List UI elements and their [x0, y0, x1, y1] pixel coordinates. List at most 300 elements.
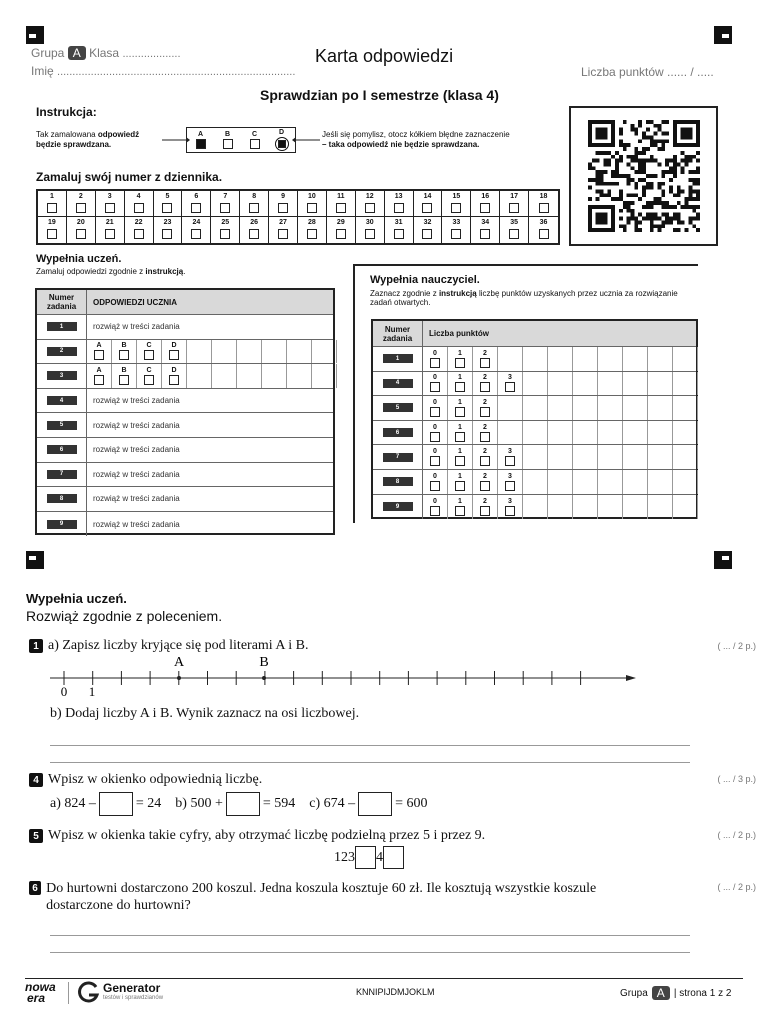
empty-cell: [498, 347, 523, 371]
task-number-cell: [373, 470, 423, 494]
task-number-badge: 5: [383, 403, 413, 412]
points-checkbox[interactable]: [505, 382, 515, 392]
question-6-points: ( ... / 2 p.): [717, 882, 756, 892]
digits-middle: 4: [376, 849, 383, 865]
points-value: 1: [458, 448, 462, 456]
empty-cell: [623, 445, 648, 469]
answer-line[interactable]: [50, 745, 690, 746]
points-value: 0: [433, 349, 437, 357]
teacher-points-row: [373, 445, 696, 470]
roll-number-cell[interactable]: [500, 217, 529, 243]
task-number-cell: [37, 364, 87, 388]
points-option[interactable]: [448, 396, 473, 420]
points-checkbox[interactable]: [455, 358, 465, 368]
roll-number-checkbox[interactable]: [480, 229, 490, 239]
question-5: [29, 828, 485, 844]
question-6: [29, 880, 649, 914]
generator-subtitle: testów i sprawdzianów: [103, 995, 164, 1001]
roll-number-cell[interactable]: [240, 217, 269, 243]
roll-number-checkbox[interactable]: [105, 229, 115, 239]
empty-cell: [523, 372, 548, 396]
teacher-points-row: [373, 470, 696, 495]
task-number-badge: 9: [47, 520, 77, 529]
roll-number-checkbox[interactable]: [307, 229, 317, 239]
tick-label-1: 1: [88, 684, 96, 699]
answer-option-a[interactable]: [87, 364, 112, 388]
answer-option-c[interactable]: [137, 340, 162, 364]
empty-cell: [212, 364, 237, 388]
points-value: 2: [483, 398, 487, 406]
answer-in-task-text: rozwiąż w treści zadania: [93, 322, 180, 332]
points-option[interactable]: [448, 445, 473, 469]
roll-number-label: 7: [223, 193, 228, 200]
generator-logo-icon: [76, 981, 100, 1005]
roll-number-checkbox[interactable]: [394, 203, 404, 213]
roll-number-cell[interactable]: [182, 217, 211, 243]
roll-number-checkbox[interactable]: [47, 203, 57, 213]
class-field[interactable]: ...................: [122, 48, 181, 60]
roll-number-checkbox[interactable]: [451, 229, 461, 239]
answer-option-b[interactable]: [112, 340, 137, 364]
points-checkbox[interactable]: [480, 358, 490, 368]
points-option[interactable]: [473, 347, 498, 371]
instruction-left-text: Tak zamalowana odpowiedź będzie sprawdzana.: [36, 130, 140, 149]
roll-number-label: 16: [481, 193, 490, 200]
qr-code-icon: [585, 120, 703, 232]
task-number-cell: [37, 487, 87, 511]
roll-number-cell[interactable]: [154, 217, 183, 243]
name-line: [31, 64, 295, 78]
empty-cell: [673, 372, 698, 396]
task-number-cell: [37, 463, 87, 487]
col-header-task-number: Numer zadania: [37, 290, 87, 314]
roll-number-label: 32: [423, 219, 432, 226]
roll-number-checkbox[interactable]: [191, 229, 201, 239]
roll-number-checkbox[interactable]: [191, 203, 201, 213]
roll-number-cell[interactable]: [154, 191, 183, 217]
empty-cell: [573, 445, 598, 469]
empty-cell: [598, 372, 623, 396]
answer-in-task-text: rozwiąż w treści zadania: [93, 494, 180, 504]
task-number-cell: [373, 421, 423, 445]
option-letter: A: [96, 342, 102, 350]
roll-number-checkbox[interactable]: [509, 229, 519, 239]
point-b-label: B: [259, 655, 269, 670]
points-checkbox[interactable]: [480, 382, 490, 392]
roll-number-label: 15: [452, 193, 461, 200]
empty-cell: [548, 445, 573, 469]
digit-box-1[interactable]: [355, 846, 376, 869]
points-checkbox[interactable]: [430, 382, 440, 392]
points-option[interactable]: [448, 470, 473, 494]
empty-cell: [498, 421, 523, 445]
points-checkbox[interactable]: [430, 456, 440, 466]
option-checkbox[interactable]: [144, 350, 154, 360]
points-option[interactable]: [423, 495, 448, 520]
answer-option-b[interactable]: [112, 364, 137, 388]
roll-number-checkbox[interactable]: [422, 229, 432, 239]
points-value: 2: [483, 423, 487, 431]
roll-number-checkbox[interactable]: [76, 229, 86, 239]
points-checkbox[interactable]: [480, 407, 490, 417]
points-option[interactable]: [473, 396, 498, 420]
roll-number-checkbox[interactable]: [249, 203, 259, 213]
answer-option-d[interactable]: [162, 340, 187, 364]
points-checkbox[interactable]: [455, 382, 465, 392]
teacher-points-row: [373, 421, 696, 446]
roll-number-cell[interactable]: [529, 191, 558, 217]
points-option[interactable]: [423, 470, 448, 494]
points-option[interactable]: [423, 445, 448, 469]
roll-number-label: 28: [308, 219, 316, 226]
teacher-points-row: [373, 396, 696, 421]
roll-number-checkbox[interactable]: [480, 203, 490, 213]
question-5-points: ( ... / 2 p.): [717, 830, 756, 840]
corner-marker-top-right: [714, 26, 732, 44]
answer-option-d[interactable]: [162, 364, 187, 388]
roll-number-label: 6: [194, 193, 199, 200]
teacher-points-row: [373, 495, 696, 520]
points-option[interactable]: [423, 347, 448, 371]
task-number-badge: 4: [383, 379, 413, 388]
points-checkbox[interactable]: [505, 481, 515, 491]
option-checkbox[interactable]: [119, 350, 129, 360]
empty-cell: [548, 372, 573, 396]
roll-number-checkbox[interactable]: [394, 229, 404, 239]
roll-number-cell[interactable]: [298, 191, 327, 217]
empty-cell: [673, 470, 698, 494]
points-option[interactable]: [498, 372, 523, 396]
answer-option-c[interactable]: [137, 364, 162, 388]
points-option[interactable]: [448, 421, 473, 445]
name-field[interactable]: ..............................................................................: [57, 66, 296, 78]
roll-number-cell[interactable]: [385, 191, 414, 217]
roll-number-label: 5: [165, 193, 170, 200]
empty-cell: [648, 421, 673, 445]
student-answer-row: [37, 389, 333, 414]
roll-number-cell[interactable]: [211, 191, 240, 217]
roll-number-label: 33: [452, 219, 461, 226]
roll-number-cell[interactable]: [356, 217, 385, 243]
student-answer-row: [37, 487, 333, 512]
roll-number-checkbox[interactable]: [307, 203, 317, 213]
corner-marker-top-left: [26, 26, 44, 44]
section2-heading: Wypełnia uczeń.: [26, 591, 127, 606]
roll-number-cell[interactable]: [356, 191, 385, 217]
option-checkbox[interactable]: [169, 375, 179, 385]
roll-number-checkbox[interactable]: [539, 229, 549, 239]
option-checkbox[interactable]: [144, 375, 154, 385]
points-value: 2: [483, 374, 487, 382]
teacher-section-subheading: Zaznacz zgodnie z instrukcją liczbę punktów uzyskanych przez ucznia za rozwiązanie zadań otwartych.: [370, 289, 678, 307]
roll-number-cell[interactable]: [38, 217, 67, 243]
option-letter: D: [171, 342, 177, 350]
empty-cell: [673, 421, 698, 445]
roll-number-checkbox[interactable]: [134, 203, 144, 213]
roll-number-heading: Zamaluj swój numer z dziennika.: [36, 170, 223, 184]
eq-c-right: = 600: [395, 796, 428, 811]
roll-number-checkbox[interactable]: [76, 203, 86, 213]
empty-cell: [648, 347, 673, 371]
roll-number-cell[interactable]: [414, 217, 443, 243]
roll-number-checkbox[interactable]: [365, 229, 375, 239]
points-checkbox[interactable]: [455, 407, 465, 417]
roll-number-cell[interactable]: [211, 217, 240, 243]
roll-number-cell[interactable]: [269, 191, 298, 217]
roll-number-cell[interactable]: [67, 217, 96, 243]
empty-cell: [673, 495, 698, 520]
empty-cell: [312, 364, 337, 388]
footer-page-info: [620, 986, 731, 1000]
roll-number-label: 1: [49, 193, 54, 200]
roll-number-checkbox[interactable]: [47, 229, 57, 239]
question-5-text: Wpisz w okienka takie cyfry, aby otrzymać liczbę podzielną przez 5 i przez 9.: [48, 828, 486, 843]
question-4-points: ( ... / 3 p.): [717, 774, 756, 784]
empty-cell: [623, 495, 648, 520]
points-checkbox[interactable]: [455, 481, 465, 491]
points-option[interactable]: [498, 470, 523, 494]
points-option[interactable]: [473, 495, 498, 520]
points-checkbox[interactable]: [455, 506, 465, 516]
roll-number-label: 29: [336, 219, 345, 226]
question-4: [29, 772, 262, 788]
empty-cell: [523, 470, 548, 494]
roll-number-cell[interactable]: [385, 217, 414, 243]
roll-number-cell[interactable]: [414, 191, 443, 217]
points-checkbox[interactable]: [480, 481, 490, 491]
points-option[interactable]: [423, 396, 448, 420]
points-value: 2: [483, 448, 487, 456]
empty-cell: [648, 445, 673, 469]
task-number-badge: 1: [383, 354, 413, 363]
roll-number-cell[interactable]: [125, 217, 154, 243]
option-checkbox[interactable]: [169, 350, 179, 360]
roll-number-cell[interactable]: [269, 217, 298, 243]
answer-line[interactable]: [50, 952, 690, 953]
roll-number-checkbox[interactable]: [336, 229, 346, 239]
points-value: 0: [433, 398, 437, 406]
points-option[interactable]: [473, 470, 498, 494]
points-option[interactable]: [473, 445, 498, 469]
page-number: | strona 1 z 2: [673, 987, 732, 999]
points-option[interactable]: [423, 421, 448, 445]
answer-box-b[interactable]: [226, 792, 260, 816]
answer-box-c[interactable]: [358, 792, 392, 816]
footer-group-label: Grupa: [620, 987, 648, 999]
option-letter: B: [121, 342, 127, 350]
roll-number-checkbox[interactable]: [539, 203, 549, 213]
roll-number-label: 24: [192, 219, 201, 226]
generator-title: Generator: [103, 981, 161, 995]
empty-cell: [548, 470, 573, 494]
points-checkbox[interactable]: [480, 456, 490, 466]
roll-number-label: 4: [136, 193, 141, 200]
points-options: [423, 470, 698, 494]
empty-cell: [623, 347, 648, 371]
col-header-points: Liczba punktów: [429, 329, 489, 338]
points-option[interactable]: [448, 495, 473, 520]
roll-number-cell[interactable]: [327, 191, 356, 217]
roll-number-checkbox[interactable]: [365, 203, 375, 213]
eq-b-right: = 594: [262, 796, 296, 811]
task-number-badge: 6: [383, 428, 413, 437]
points-option[interactable]: [448, 347, 473, 371]
roll-number-checkbox[interactable]: [278, 229, 288, 239]
points-checkbox[interactable]: [480, 432, 490, 442]
option-letter: A: [96, 366, 102, 374]
roll-number-checkbox[interactable]: [278, 203, 288, 213]
points-checkbox[interactable]: [430, 432, 440, 442]
points-checkbox[interactable]: [430, 506, 440, 516]
roll-number-label: 8: [252, 193, 257, 200]
student-section-heading: Wypełnia uczeń.: [36, 253, 122, 265]
empty-cell: [523, 347, 548, 371]
roll-number-label: 23: [163, 219, 172, 226]
roll-number-label: 17: [510, 193, 519, 200]
roll-number-cell[interactable]: [67, 191, 96, 217]
answer-in-task-text: rozwiąż w treści zadania: [93, 469, 180, 479]
points-value: 0: [433, 374, 437, 382]
question-1-points: ( ... / 2 p.): [717, 641, 756, 651]
answer-option-a[interactable]: [87, 340, 112, 364]
roll-number-cell[interactable]: [96, 191, 125, 217]
roll-number-cell[interactable]: [471, 191, 500, 217]
option-checkbox[interactable]: [119, 375, 129, 385]
answer-box-a[interactable]: [99, 792, 133, 816]
empty-cell: [287, 340, 312, 364]
roll-number-cell[interactable]: [182, 191, 211, 217]
roll-number-checkbox[interactable]: [249, 229, 259, 239]
points-option[interactable]: [498, 445, 523, 469]
empty-cell: [548, 396, 573, 420]
digit-box-2[interactable]: [383, 846, 404, 869]
answer-line[interactable]: [50, 935, 690, 936]
roll-number-checkbox[interactable]: [134, 229, 144, 239]
student-answer-row: [37, 438, 333, 463]
points-checkbox[interactable]: [505, 506, 515, 516]
example-option-c: C: [241, 128, 268, 152]
teacher-points-row: [373, 347, 696, 372]
group-class-line: [31, 46, 181, 60]
task-number-cell: [37, 438, 87, 462]
points-value: 0: [433, 497, 437, 505]
student-answer-row: [37, 463, 333, 488]
instruction-heading: Instrukcja:: [36, 105, 97, 119]
roll-number-label: 36: [539, 219, 548, 226]
points-value: 1: [458, 398, 462, 406]
answer-in-task-text: rozwiąż w treści zadania: [93, 445, 180, 455]
empty-cell: [187, 364, 212, 388]
digits-prefix: 123: [334, 849, 355, 865]
points-checkbox[interactable]: [430, 481, 440, 491]
roll-number-checkbox[interactable]: [220, 203, 230, 213]
roll-number-cell[interactable]: [500, 191, 529, 217]
points-checkbox[interactable]: [480, 506, 490, 516]
points-option[interactable]: [448, 372, 473, 396]
task-number-cell: [37, 512, 87, 537]
footer-divider: [25, 978, 743, 979]
option-checkbox[interactable]: [94, 350, 104, 360]
question-1a-text: a) Zapisz liczby kryjące się pod literami A i B.: [48, 638, 309, 653]
points-option[interactable]: [423, 372, 448, 396]
points-checkbox[interactable]: [455, 456, 465, 466]
task-number-badge: 7: [47, 470, 77, 479]
roll-number-cell[interactable]: [96, 217, 125, 243]
roll-number-label: 20: [76, 219, 85, 226]
roll-number-checkbox[interactable]: [336, 203, 346, 213]
points-value: 1: [458, 349, 462, 357]
points-option[interactable]: [473, 372, 498, 396]
roll-number-cell[interactable]: [125, 191, 154, 217]
task-number-cell: [37, 413, 87, 437]
points-value: 3: [508, 374, 512, 382]
roll-number-cell[interactable]: [298, 217, 327, 243]
col-header-answers: ODPOWIEDZI UCZNIA: [93, 297, 177, 307]
points-checkbox[interactable]: [430, 358, 440, 368]
points-checkbox[interactable]: [455, 432, 465, 442]
points-checkbox[interactable]: [505, 456, 515, 466]
points-option[interactable]: [498, 495, 523, 520]
section2-subheading: Rozwiąż zgodnie z poleceniem.: [26, 608, 223, 624]
roll-number-label: 18: [539, 193, 548, 200]
task-number-cell: [373, 347, 423, 371]
option-letter: D: [171, 366, 177, 374]
roll-number-cell[interactable]: [471, 217, 500, 243]
answer-in-task-text: rozwiąż w treści zadania: [93, 396, 180, 406]
roll-number-checkbox[interactable]: [451, 203, 461, 213]
task-number-cell: [373, 396, 423, 420]
roll-number-label: 12: [365, 193, 374, 200]
empty-cell: [648, 396, 673, 420]
teacher-points-row: [373, 372, 696, 397]
task-number-cell: [37, 340, 87, 364]
empty-cell: [573, 372, 598, 396]
eq-a-right: = 24: [135, 796, 162, 811]
roll-number-label: 34: [481, 219, 490, 226]
empty-cell: [312, 340, 337, 364]
option-checkbox[interactable]: [94, 375, 104, 385]
roll-number-cell[interactable]: [327, 217, 356, 243]
roll-number-checkbox[interactable]: [509, 203, 519, 213]
roll-number-checkbox[interactable]: [162, 229, 172, 239]
points-option[interactable]: [473, 421, 498, 445]
empty-cell: [623, 470, 648, 494]
point-b-marker: [262, 676, 266, 680]
roll-number-cell[interactable]: [240, 191, 269, 217]
points-options: [423, 372, 698, 396]
points-value: 0: [433, 472, 437, 480]
roll-number-checkbox[interactable]: [220, 229, 230, 239]
task-number-cell: [373, 495, 423, 520]
task-number-badge: 9: [383, 502, 413, 511]
task-number-cell: [373, 445, 423, 469]
exam-title: Sprawdzian po I semestrze (klasa 4): [260, 87, 499, 103]
points-value: 0: [433, 423, 437, 431]
footer-group-badge: A: [652, 986, 670, 1000]
roll-number-cell[interactable]: [442, 217, 471, 243]
question-1b-text: b) Dodaj liczby A i B. Wynik zaznacz na osi liczbowej.: [50, 706, 360, 721]
answer-line[interactable]: [50, 762, 690, 763]
roll-number-cell[interactable]: [38, 191, 67, 217]
roll-number-cell[interactable]: [529, 217, 558, 243]
roll-number-cell[interactable]: [442, 191, 471, 217]
group-label: Grupa: [31, 46, 65, 60]
roll-number-checkbox[interactable]: [162, 203, 172, 213]
roll-number-checkbox[interactable]: [422, 203, 432, 213]
number-line[interactable]: [40, 654, 650, 700]
points-checkbox[interactable]: [430, 407, 440, 417]
roll-number-checkbox[interactable]: [105, 203, 115, 213]
